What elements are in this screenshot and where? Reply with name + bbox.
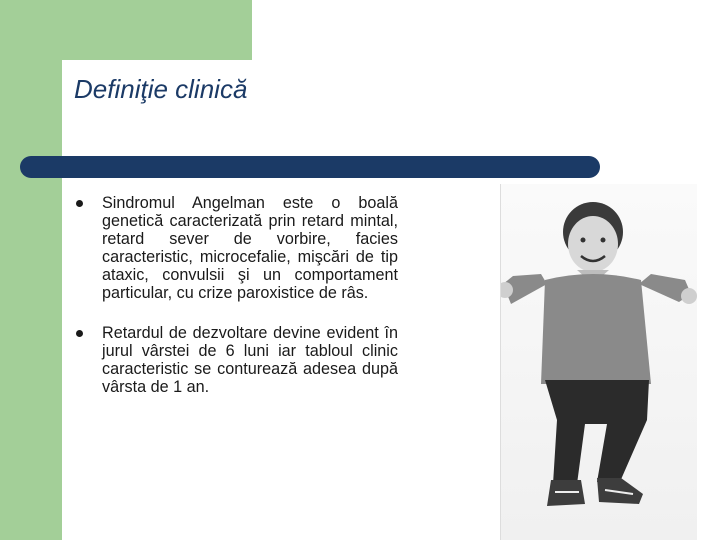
child-figure-illustration [501, 184, 697, 540]
bullet-list [74, 194, 398, 418]
bullet-text: Sindromul Angelman este o boală genetică caracterizată prin retard mintal, retard sever de vorbire, facies caracteristic, microcefalie, mişcări de tip ataxic, convulsii şi un comportament particular, cu crize paroxistice de râs. [102, 194, 398, 302]
bullet-text: Retardul de dezvoltare devine evident în jurul vârstei de 6 luni iar tabloul clinic caracteristic se conturează adesea după vârsta de 1 an. [102, 324, 398, 396]
child-photo [500, 184, 697, 540]
bullet-item-development [74, 324, 398, 396]
bullet-item-definition [74, 194, 398, 302]
left-green-band [0, 0, 62, 540]
title-divider [20, 156, 600, 178]
bullet-dot-icon [76, 200, 83, 207]
bullet-dot-icon [76, 330, 83, 337]
slide-title: Definiţie clinică [74, 74, 248, 104]
top-green-block [62, 0, 252, 60]
